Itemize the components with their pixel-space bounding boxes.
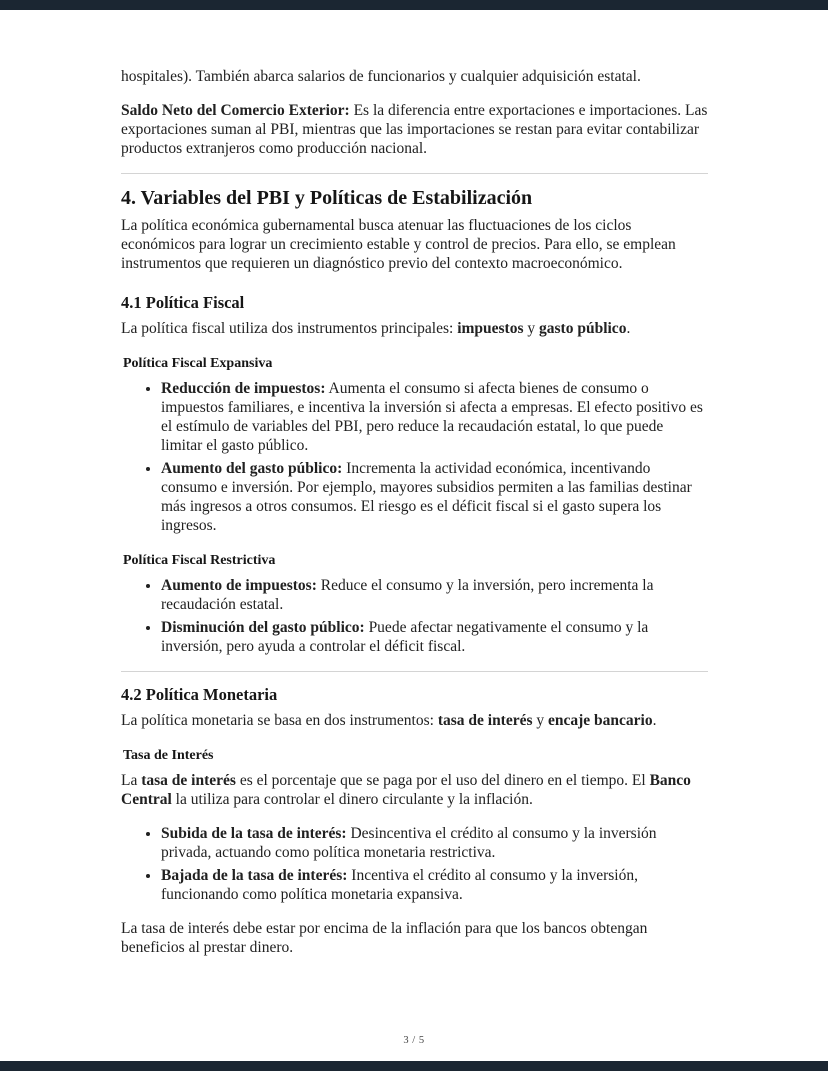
text-run: . [626, 320, 631, 337]
list-item [161, 576, 708, 614]
list-item [161, 618, 708, 656]
paragraph-tasa-de-interes [121, 771, 708, 809]
bold-run: encaje bancario [548, 712, 653, 729]
bold-run: impuestos [457, 320, 524, 337]
bold-run: tasa de interés [141, 772, 236, 789]
text-run: Desincentiva el crédito al consumo y la inversión privada, actuando como política monetaria restrictiva. [161, 825, 657, 861]
text-run: La política fiscal utiliza dos instrumentos principales: [121, 320, 458, 337]
text-run: . [652, 712, 657, 729]
bold-run: Bajada de la tasa de interés: [161, 867, 348, 884]
bold-run: Aumento de impuestos: [161, 577, 317, 594]
text-run: Reduce el consumo y la inversión, pero incrementa la recaudación estatal. [161, 577, 654, 613]
list-item [161, 866, 708, 904]
bullet-list-fiscal-restrictiva [121, 576, 708, 656]
paragraph-section-4-intro [121, 216, 708, 273]
section-divider [121, 173, 708, 174]
bold-run: Banco Central [121, 772, 691, 808]
text-run: y [532, 712, 549, 729]
bold-run: Saldo Neto del Comercio Exterior: [121, 102, 350, 119]
text-run: Incrementa la actividad económica, incentivando consumo e inversión. Por ejemplo, mayores subsidios permiten a las familias destinar más ingresos a otros consumos. El riesgo es el déficit fiscal si el gasto supera los ingresos. [161, 460, 692, 534]
subheading-tasa-de-interes: Tasa de Interés [123, 748, 214, 763]
subheading-politica-fiscal-restrictiva: Política Fiscal Restrictiva [123, 553, 276, 568]
text-run: Puede afectar negativamente el consumo y la inversión, pero ayuda a controlar el déficit fiscal. [161, 619, 649, 655]
text-run: La [121, 772, 142, 789]
bullet-list-tasa-de-interes [121, 824, 708, 904]
text-run: la utiliza para controlar el dinero circulante y la inflación. [171, 791, 533, 808]
paragraph-continuation [121, 67, 708, 86]
paragraph-conclusion-tasa [121, 919, 708, 957]
bold-run: Disminución del gasto público: [161, 619, 365, 636]
text-run: La política económica gubernamental busca atenuar las fluctuaciones de los ciclos económicos para lograr un crecimiento estable y control de precios. Para ello, se emplean instrumentos que requieren un diagnóstico previo del contexto macroeconómico. [121, 217, 676, 272]
section-divider [121, 671, 708, 672]
paragraph-politica-monetaria [121, 711, 708, 730]
subsection-heading-4-1: 4.1 Política Fiscal [121, 293, 245, 312]
bold-run: tasa de interés [437, 712, 533, 729]
bold-run: Reducción de impuestos: [161, 380, 326, 397]
page-number: 3 / 5 [403, 1035, 425, 1046]
list-item [161, 459, 708, 535]
text-run: es el porcentaje que se paga por el uso del dinero en el tiempo. El [235, 772, 650, 789]
document-page [0, 10, 828, 1061]
text-run: Es la diferencia entre exportaciones e importaciones. Las exportaciones suman al PBI, mientras que las importaciones se restan para evitar contabilizar productos extranjeros como producción nacional. [121, 102, 708, 157]
bold-run: Aumento del gasto público: [161, 460, 343, 477]
list-item [161, 824, 708, 862]
subsection-heading-4-2: 4.2 Política Monetaria [121, 685, 278, 704]
bullet-list-fiscal-expansiva [121, 379, 708, 535]
text-run: La tasa de interés debe estar por encima de la inflación para que los bancos obtengan beneficios al prestar dinero. [121, 920, 648, 956]
bold-run: Subida de la tasa de interés: [161, 825, 347, 842]
text-run: y [523, 320, 540, 337]
text-run: Incentiva el crédito al consumo y la inversión, funcionando como política monetaria expansiva. [161, 867, 638, 903]
text-run: Aumenta el consumo si afecta bienes de consumo o impuestos familiares, e incentiva la inversión si afecta a empresas. El efecto positivo es el estímulo de variables del PBI, pero reduce la recaudación estatal, lo que puede limitar el gasto público. [161, 380, 703, 454]
list-item [161, 379, 708, 455]
paragraph-politica-fiscal [121, 319, 708, 338]
subheading-politica-fiscal-expansiva: Política Fiscal Expansiva [123, 356, 273, 371]
section-heading-4: 4. Variables del PBI y Políticas de Estabilización [121, 187, 533, 209]
text-run: hospitales). También abarca salarios de funcionarios y cualquier adquisición estatal. [121, 68, 641, 85]
paragraph-saldo-neto [121, 101, 708, 158]
text-run: La política monetaria se basa en dos instrumentos: [121, 712, 438, 729]
bold-run: gasto público [539, 320, 627, 337]
